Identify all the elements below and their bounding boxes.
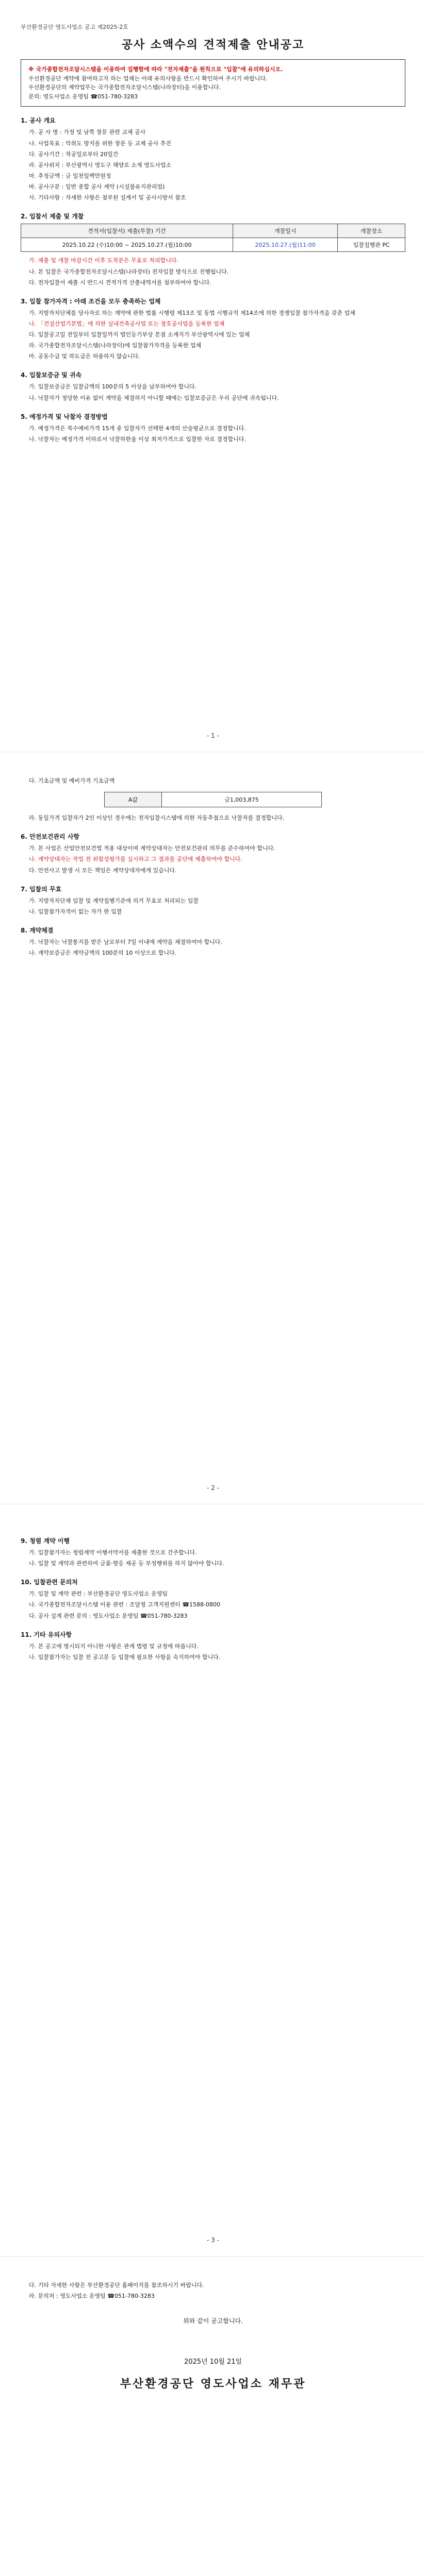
page4-line: 라. 문의처 : 영도사업소 운영팀 ☎051-780-3283	[29, 2293, 155, 2300]
sec1-line: 바. 공사구분 : 일반 종합 공사 계약 (시설물유지관리업)	[29, 183, 165, 191]
section-10-title: 10. 입찰관련 문의처	[21, 1579, 78, 1586]
bid-schedule-table	[21, 224, 405, 252]
sec10-line: 가. 입찰 및 계약 관련 : 부산환경공단 영도사업소 운영팀	[29, 1590, 168, 1598]
sec7-line: 나. 입찰참가자격이 없는 자가 한 입찰	[29, 908, 122, 915]
page-number: - 1 -	[207, 732, 219, 739]
section-6-title: 6. 안전보건관리 사항	[21, 833, 80, 841]
notice-date: 2025년 10월 21일	[184, 2358, 242, 2366]
notice-line-2: 우선환경공단 계약에 참여하고자 하는 업체는 아래 유의사항을 반드시 확인하여 주시기 바랍니다.	[28, 75, 268, 82]
sec2-note: 나. 본 입찰은 국가종합전자조달시스템(나라장터) 전자입찰 방식으로 진행됩니다.	[29, 268, 229, 275]
notice-line-1: ※ 국가종합전자조달시스템을 이용하여 집행함에 따라 "전자제출"을 원칙으로 "입찰"에 유의하십시오.	[28, 66, 283, 73]
page-4	[0, 2257, 426, 2576]
notice-line-4: 문의: 영도사업소 운영팀 ☎051-780-3283	[28, 93, 138, 100]
section-4-title: 4. 입찰보증금 및 귀속	[21, 371, 82, 379]
sec1-line: 나. 사업목표 : 악취도 방지를 위한 창문 등 교체 공사 추진	[29, 140, 171, 147]
section-1-title: 1. 공사 개요	[21, 117, 56, 125]
sec3-line: 라. 국가종합전자조달시스템(나라장터)에 입찰참가자격을 등록한 업체	[29, 342, 202, 349]
sec6-line: 다. 안전사고 발생 시 모든 책임은 계약상대자에게 있습니다.	[29, 867, 177, 874]
sec7-line: 가. 지방자치단체 입찰 및 계약집행기준에 의거 무효로 처리되는 입찰	[29, 897, 199, 904]
sec1-line: 라. 공사위치 : 부산광역시 영도구 해양로 소재 영도사업소	[29, 161, 172, 168]
table-header: 개찰장소	[338, 224, 405, 238]
notice-box	[21, 59, 405, 107]
table-header: 견적서(입찰서) 제출(투찰) 기간	[21, 224, 233, 238]
page-3	[0, 1504, 426, 2257]
amount-value: 금1,003,875	[224, 796, 259, 804]
page4-line: 다. 기타 자세한 사항은 부산환경공단 홈페이지를 참조하시기 바랍니다.	[29, 2282, 204, 2289]
sec3-line: 마. 공동수급 및 하도급은 허용하지 않습니다.	[29, 353, 140, 360]
issuing-organization: 부산환경공단 영도사업소 재무관	[120, 2378, 306, 2391]
sec6-line: 가. 본 사업은 산업안전보건법 적용 대상이며 계약상대자는 안전보건관리 의무를 준수하여야 합니다.	[29, 845, 275, 852]
sec6-line: 나. 계약상대자는 작업 전 위험성평가를 실시하고 그 결과를 공단에 제출하여야 합니다.	[29, 856, 242, 863]
section-8-title: 8. 계약체결	[21, 926, 54, 934]
sec8-line: 가. 낙찰자는 낙찰통지를 받은 날로부터 7일 이내에 계약을 체결하여야 합니다.	[29, 938, 222, 945]
section-9-title: 9. 청렴 계약 이행	[21, 1537, 70, 1545]
amount-label: A값	[105, 792, 162, 807]
sec3-line: 나. 「건설산업기본법」에 의한 실내건축공사업 또는 창호공사업을 등록한 업체	[29, 320, 225, 327]
page2-line: 다. 기초금액 및 예비가격 기초금액	[29, 777, 115, 784]
page2-line: 라. 동일가격 입찰자가 2인 이상인 경우에는 전자입찰시스템에 의한 자동추첨으로 낙찰자를 결정합니다.	[29, 815, 285, 822]
sec1-line: 마. 추정금액 : 금 일천일백만원정	[29, 172, 111, 179]
table-cell: 2025.10.27.(월)11:00	[233, 238, 338, 252]
amount-box	[104, 792, 322, 807]
sec10-line: 나. 국가종합전자조달시스템 이용 관련 : 조달청 고객지원센터 ☎1588-0800	[29, 1601, 220, 1608]
sec9-line: 나. 입찰 및 계약과 관련하여 금품·향응 제공 등 부정행위를 하지 않아야 합니다.	[29, 1560, 224, 1567]
sec5-line: 나. 낙찰자는 예정가격 이하로서 낙찰하한율 이상 최저가격으로 입찰한 자로 결정합니다.	[29, 435, 246, 443]
department-header: 부산환경공단 영도사업소 공고 제2025-2호	[21, 24, 128, 30]
notice-line-3: 우선환경공단의 계약업무는 국가종합전자조달시스템(나라장터)을 이용합니다.	[28, 84, 221, 91]
section-11-title: 11. 기타 유의사항	[21, 1631, 72, 1638]
closing-note: 위와 같이 공고합니다.	[183, 2317, 243, 2325]
sec8-line: 나. 계약보증금은 계약금액의 100분의 10 이상으로 합니다.	[29, 950, 177, 957]
sec10-line: 다. 공사 설계 관련 문의 : 영도사업소 운영팀 ☎051-780-3283	[29, 1612, 188, 1619]
sec2-note: 다. 전자입찰서 제출 시 반드시 견적가격 산출내역서를 첨부하여야 합니다.	[29, 279, 211, 286]
sec3-line: 다. 입찰공고일 전일부터 입찰일까지 법인등기부상 본점 소재지가 부산광역시에 있는 업체	[29, 331, 250, 338]
page-2	[0, 752, 426, 1504]
sec4-line: 가. 입찰보증금은 입찰금액의 100분의 5 이상을 납부하여야 합니다.	[29, 383, 197, 391]
section-7-title: 7. 입찰의 무효	[21, 885, 62, 893]
page-number: - 3 -	[207, 2236, 219, 2244]
sec1-line: 사. 기타사항 : 자세한 사항은 첨부된 설계서 및 공사시방서 참조	[29, 194, 186, 201]
sec1-line: 가. 공 사 명 : 가정 및 남쪽 창문 관련 교체 공사	[29, 129, 146, 136]
table-cell: 2025.10.22 (수)10:00 ~ 2025.10.27.(월)10:00	[21, 238, 233, 252]
notice-title: 공사 소액수의 견적제출 안내공고	[121, 39, 305, 52]
page-1	[0, 0, 426, 752]
table-cell: 입찰집행관 PC	[338, 238, 405, 252]
section-3-title: 3. 입찰 참가자격 : 아래 조건을 모두 충족하는 업체	[21, 297, 161, 305]
sec11-line: 가. 본 공고에 명시되지 아니한 사항은 관계 법령 및 규정에 따릅니다.	[29, 1642, 199, 1650]
sec4-line: 나. 낙찰자가 정당한 이유 없이 계약을 체결하지 아니할 때에는 입찰보증금은 우리 공단에 귀속됩니다.	[29, 394, 279, 401]
sec5-line: 가. 예정가격은 복수예비가격 15개 중 입찰자가 선택한 4개의 산술평균으로 결정합니다.	[29, 425, 246, 432]
sec9-line: 가. 입찰참가자는 청렴계약 이행서약서를 제출한 것으로 간주합니다.	[29, 1549, 197, 1556]
section-5-title: 5. 예정가격 및 낙찰자 결정방법	[21, 413, 108, 420]
sec11-line: 나. 입찰참가자는 입찰 전 공고문 등 입찰에 필요한 사항을 숙지하여야 합니다.	[29, 1653, 221, 1660]
page-number: - 2 -	[207, 1484, 219, 1492]
table-header: 개찰일시	[233, 224, 338, 238]
sec3-line: 가. 지방자치단체를 당사자로 하는 계약에 관한 법률 시행령 제13조 및 동법 시행규칙 제14조에 의한 경쟁입찰 참가자격을 갖춘 업체	[29, 309, 355, 316]
sec2-note: 가. 제출 및 개찰 마감시간 이후 도착분은 무효로 처리합니다.	[29, 257, 178, 264]
section-2-title: 2. 입찰서 제출 및 개찰	[21, 213, 84, 221]
sec1-line: 다. 공사기간 : 착공일로부터 20일간	[29, 150, 119, 158]
